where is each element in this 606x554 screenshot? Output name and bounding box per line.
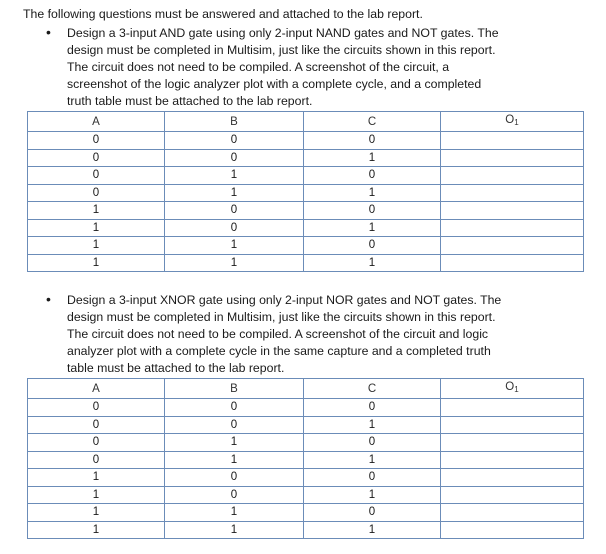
table-row — [28, 469, 584, 487]
cell-c: 1 — [304, 254, 441, 272]
cell-output[interactable] — [441, 504, 584, 522]
table-row — [28, 451, 584, 469]
header-a: A — [28, 379, 165, 399]
table-row — [28, 399, 584, 417]
cell-b: 1 — [165, 167, 304, 185]
cell-output[interactable] — [441, 184, 584, 202]
cell-output[interactable] — [441, 237, 584, 255]
question-1-line: screenshot of the logic analyzer plot with a complete cycle, and a completed — [67, 76, 482, 91]
cell-a: 0 — [28, 416, 165, 434]
question-2-line: table must be attached to the lab report. — [67, 360, 285, 375]
cell-c: 0 — [304, 237, 441, 255]
cell-c: 0 — [304, 399, 441, 417]
table-row — [28, 167, 584, 185]
table-row — [28, 504, 584, 522]
cell-c: 1 — [304, 521, 441, 539]
cell-b: 1 — [165, 254, 304, 272]
cell-c: 0 — [304, 434, 441, 452]
cell-b: 1 — [165, 184, 304, 202]
cell-output[interactable] — [441, 469, 584, 487]
cell-a: 0 — [28, 434, 165, 452]
cell-c: 1 — [304, 149, 441, 167]
intro-text: The following questions must be answered and attached to the lab report. — [23, 7, 423, 21]
cell-c: 0 — [304, 469, 441, 487]
header-a: A — [28, 112, 165, 132]
header-output — [441, 112, 584, 132]
question-1-line: Design a 3-input AND gate using only 2-input NAND gates and NOT gates. The — [67, 26, 499, 40]
table-row — [28, 254, 584, 272]
header-c: C — [304, 379, 441, 399]
cell-b: 0 — [165, 219, 304, 237]
cell-a: 0 — [28, 184, 165, 202]
table-row — [28, 149, 584, 167]
cell-a: 0 — [28, 149, 165, 167]
cell-output[interactable] — [441, 434, 584, 452]
question-1-line: design must be completed in Multisim, just like the circuits shown in this report. — [67, 42, 496, 57]
table-row — [28, 202, 584, 220]
cell-c: 1 — [304, 451, 441, 469]
table-row — [28, 237, 584, 255]
cell-output[interactable] — [441, 486, 584, 504]
cell-b: 0 — [165, 416, 304, 434]
cell-a: 0 — [28, 132, 165, 150]
question-1-line: The circuit does not need to be compiled. A screenshot of the circuit, a — [67, 59, 450, 74]
cell-c: 1 — [304, 416, 441, 434]
table-row — [28, 486, 584, 504]
bullet-2: • — [46, 291, 51, 307]
header-output-subscript: 1 — [514, 118, 519, 127]
cell-output[interactable] — [441, 149, 584, 167]
cell-a: 1 — [28, 202, 165, 220]
question-2-line: analyzer plot with a complete cycle in the same capture and a completed truth — [67, 343, 491, 358]
cell-c: 1 — [304, 219, 441, 237]
cell-a: 1 — [28, 504, 165, 522]
cell-a: 0 — [28, 451, 165, 469]
table-row — [28, 132, 584, 150]
cell-b: 0 — [165, 469, 304, 487]
truth-table-2 — [27, 378, 584, 539]
table-row — [28, 434, 584, 452]
cell-a: 1 — [28, 469, 165, 487]
bullet-1: • — [46, 24, 51, 40]
cell-output[interactable] — [441, 416, 584, 434]
header-b: B — [165, 112, 304, 132]
header-output — [441, 379, 584, 399]
truth-table-1 — [27, 111, 584, 272]
cell-a: 0 — [28, 399, 165, 417]
question-2-line: The circuit does not need to be compiled. A screenshot of the circuit and logic — [67, 326, 489, 341]
table-header-row — [28, 112, 584, 132]
cell-output[interactable] — [441, 399, 584, 417]
cell-c: 1 — [304, 486, 441, 504]
table-row — [28, 219, 584, 237]
cell-b: 0 — [165, 486, 304, 504]
question-1-text — [67, 25, 547, 110]
table-row — [28, 184, 584, 202]
cell-output[interactable] — [441, 167, 584, 185]
header-output-label: O — [505, 381, 515, 393]
cell-c: 0 — [304, 132, 441, 150]
cell-b: 0 — [165, 132, 304, 150]
cell-c: 0 — [304, 202, 441, 220]
cell-output[interactable] — [441, 254, 584, 272]
cell-c: 0 — [304, 167, 441, 185]
cell-output[interactable] — [441, 451, 584, 469]
cell-b: 1 — [165, 504, 304, 522]
cell-a: 1 — [28, 521, 165, 539]
header-output-subscript: 1 — [514, 385, 519, 394]
cell-b: 1 — [165, 237, 304, 255]
question-2-line: design must be completed in Multisim, just like the circuits shown in this report. — [67, 309, 496, 324]
cell-b: 1 — [165, 434, 304, 452]
cell-c: 1 — [304, 184, 441, 202]
cell-c: 0 — [304, 504, 441, 522]
table-row — [28, 416, 584, 434]
cell-output[interactable] — [441, 202, 584, 220]
cell-output[interactable] — [441, 219, 584, 237]
question-2-text — [67, 292, 547, 377]
table-row — [28, 521, 584, 539]
cell-output[interactable] — [441, 521, 584, 539]
cell-b: 0 — [165, 202, 304, 220]
cell-b: 0 — [165, 149, 304, 167]
cell-a: 1 — [28, 237, 165, 255]
question-2-line: Design a 3-input XNOR gate using only 2-input NOR gates and NOT gates. The — [67, 293, 502, 307]
cell-output[interactable] — [441, 132, 584, 150]
header-b: B — [165, 379, 304, 399]
cell-b: 1 — [165, 451, 304, 469]
question-1-line: truth table must be attached to the lab report. — [67, 93, 313, 108]
header-c: C — [304, 112, 441, 132]
cell-b: 0 — [165, 399, 304, 417]
header-output-label: O — [505, 114, 515, 126]
table-header-row — [28, 379, 584, 399]
cell-a: 1 — [28, 254, 165, 272]
cell-a: 0 — [28, 167, 165, 185]
cell-b: 1 — [165, 521, 304, 539]
cell-a: 1 — [28, 486, 165, 504]
cell-a: 1 — [28, 219, 165, 237]
